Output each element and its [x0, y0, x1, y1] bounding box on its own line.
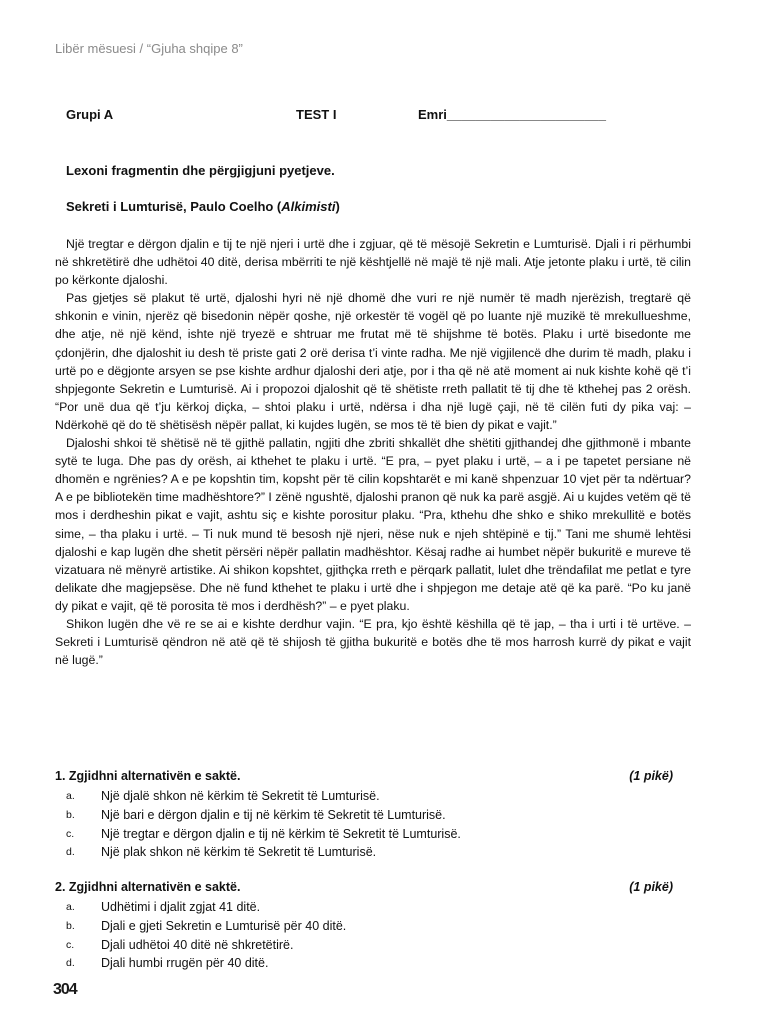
- option-letter: b.: [66, 919, 75, 932]
- question-title: 2. Zgjidhni alternativën e saktë.: [55, 880, 241, 894]
- option-text: Djali udhëtoi 40 ditë në shkretëtirë.: [101, 937, 294, 952]
- passage-title: [66, 199, 340, 214]
- option-text: Djali e gjeti Sekretin e Lumturisë për 40 ditë.: [101, 918, 347, 933]
- reading-passage: [55, 235, 691, 669]
- option-b[interactable]: [55, 917, 675, 936]
- question-points: (1 pikë): [629, 880, 673, 894]
- question-1: [55, 769, 675, 862]
- instructions: Lexoni fragmentin dhe përgjigjuni pyetjeve.: [66, 163, 335, 178]
- option-text: Një tregtar e dërgon djalin e tij në kërkim të Sekretit të Lumturisë.: [101, 826, 461, 841]
- option-letter: a.: [66, 901, 75, 913]
- name-field[interactable]: Emri______________________: [418, 107, 606, 122]
- option-c[interactable]: [55, 936, 675, 955]
- option-d[interactable]: [55, 843, 675, 862]
- title-suffix: ): [335, 199, 340, 214]
- passage-paragraph: Djaloshi shkoi të shëtisë në të gjithë pallatin, ngjiti dhe zbriti shkallët dhe shëtiti gjithandej dhe gjithmonë i mbante sytë te luga. Dhe pas dy orësh, ai kthehet te plaku i urtë. “E pra, – pyet plaku i urtë, – a i pe tapetet persiane në dhomën e ngrënies? A e pe kopshtin tim, kopsht për të cilin kopshtarët e mi kanë shpenzuar 10 vjet për ta ndërtuar? A e pe bibliotekën time madhështore?” I zënë ngushtë, djaloshi pranon që nuk ka parë asgjë. Ai u kujdes vetëm që të mos i derdheshin pikat e vajit, ashtu siç e kishte porositur plaku. “Pra, kthehu dhe shko e shiko mrekullitë e botës sime, – tha plaku i urtë. – Ti nuk mund të besosh një njeri, nëse nuk e njeh shtëpinë e tij.” Tani me shumë lehtësi djaloshi e kap lugën dhe shetit përsëri nëpër pallatin madhështor. Kësaj radhe ai humbet nëpër bukuritë e mureve të vizatuara në mënyrë artistike. Ai shikon kopshtet, gjithçka rreth e përqark pallatit, lulet dhe trëndafilat me petlat e tyre delikate dhe magjepsëse. Dhe në fund kthehet te plaku i urtë dhe i shpjegon me detaje atë që ka parë. “Po ku janë dy pikat e vajit, që të porosita të mos i derdhësh?” – e pyet plaku.: [55, 436, 691, 613]
- option-list: [55, 787, 675, 862]
- option-text: Djali humbi rrugën për 40 ditë.: [101, 956, 269, 971]
- option-text: Një bari e dërgon djalin e tij në kërkim të Sekretit të Lumturisë.: [101, 807, 446, 822]
- option-text: Një djalë shkon në kërkim të Sekretit të Lumturisë.: [101, 789, 380, 803]
- option-letter: d.: [66, 846, 75, 859]
- test-label: TEST I: [296, 107, 337, 122]
- passage-paragraph: Një tregtar e dërgon djalin e tij te një njeri i urtë dhe i zgjuar, që të mësojë Sekretin e Lumturisë. Djali i ri përhumbi në shkretëtirë dhe udhëtoi 40 ditë, derisa mbërriti te një kështjellë në majë të një mali. Atje jetonte plaku i urtë, të cilin po kërkonte djaloshi.: [55, 237, 691, 288]
- option-letter: c.: [66, 827, 75, 840]
- option-list: [55, 898, 675, 973]
- question-title: 1. Zgjidhni alternativën e saktë.: [55, 769, 241, 783]
- option-letter: b.: [66, 808, 75, 821]
- passage-paragraph: Shikon lugën dhe vë re se ai e kishte derdhur vajin. “E pra, kjo është këshilla që të jap, – tha i urti i të urtëve. – Sekreti i Lumturisë qëndron në atë që të shijosh të gjitha bukuritë e botës dhe të mos harrosh kurrë dy pikat e vajit në lugë.”: [55, 616, 691, 668]
- option-text: Udhëtimi i djalit zgjat 41 ditë.: [101, 900, 261, 914]
- running-header: Libër mësuesi / “Gjuha shqipe 8”: [55, 41, 243, 56]
- option-a[interactable]: [55, 787, 675, 806]
- page-number: 304: [53, 981, 77, 998]
- option-letter: a.: [66, 790, 75, 802]
- option-letter: c.: [66, 938, 75, 951]
- option-letter: d.: [66, 957, 75, 970]
- option-d[interactable]: [55, 954, 675, 973]
- option-text: Një plak shkon në kërkim të Sekretit të Lumturisë.: [101, 845, 377, 860]
- title-prefix: Sekreti i Lumturisë, Paulo Coelho (: [66, 199, 282, 214]
- option-c[interactable]: [55, 825, 675, 844]
- question-2: [55, 880, 675, 973]
- option-b[interactable]: [55, 806, 675, 825]
- group-label: Grupi A: [66, 107, 114, 122]
- option-a[interactable]: [55, 898, 675, 917]
- passage-paragraph: Pas gjetjes së plakut të urtë, djaloshi hyri në një dhomë dhe vuri re një numër të madh njerëzish, tregtarë që shkonin e vinin, njerëz që bisedonin nëpër qoshe, një orkestër të vogël që po luante një muzikë të mrekullueshme, dhe atje, në një kënd, ishte një tryezë e shtruar me frutat më të shijshme të botës. Plaku i urtë bisedonte me çdonjërin, dhe djaloshit iu desh të priste gati 2 orë derisa t’i vinte radha. Me një vigjilencë dhe durim të madh, plaku i urtë po e dëgjonte arsyen se pse kishte ardhur djaloshi deri atje, por i tha që në atë moment ai nuk kishte kohë që t’i shpjegonte Sekretin e Lumturisë. Ai i propozoi djaloshit që të shëtiste rreth pallatit të tij dhe të kthehej pas 2 orësh. “Por unë dua që t’ju kërkoj diçka, – shtoi plaku i urtë, ndërsa i dha një lugë çaji, në të cilën futi dy pika vaj: – Ndërkohë që do të shëtisësh nëpër pallat, ki kujdes lugën, se mos të të bien dy pikat e vajit.”: [55, 291, 691, 432]
- book-title: Alkimisti: [281, 199, 336, 214]
- question-header: [55, 880, 675, 898]
- question-points: (1 pikë): [629, 769, 673, 783]
- question-header: [55, 769, 675, 787]
- test-header: [66, 107, 686, 125]
